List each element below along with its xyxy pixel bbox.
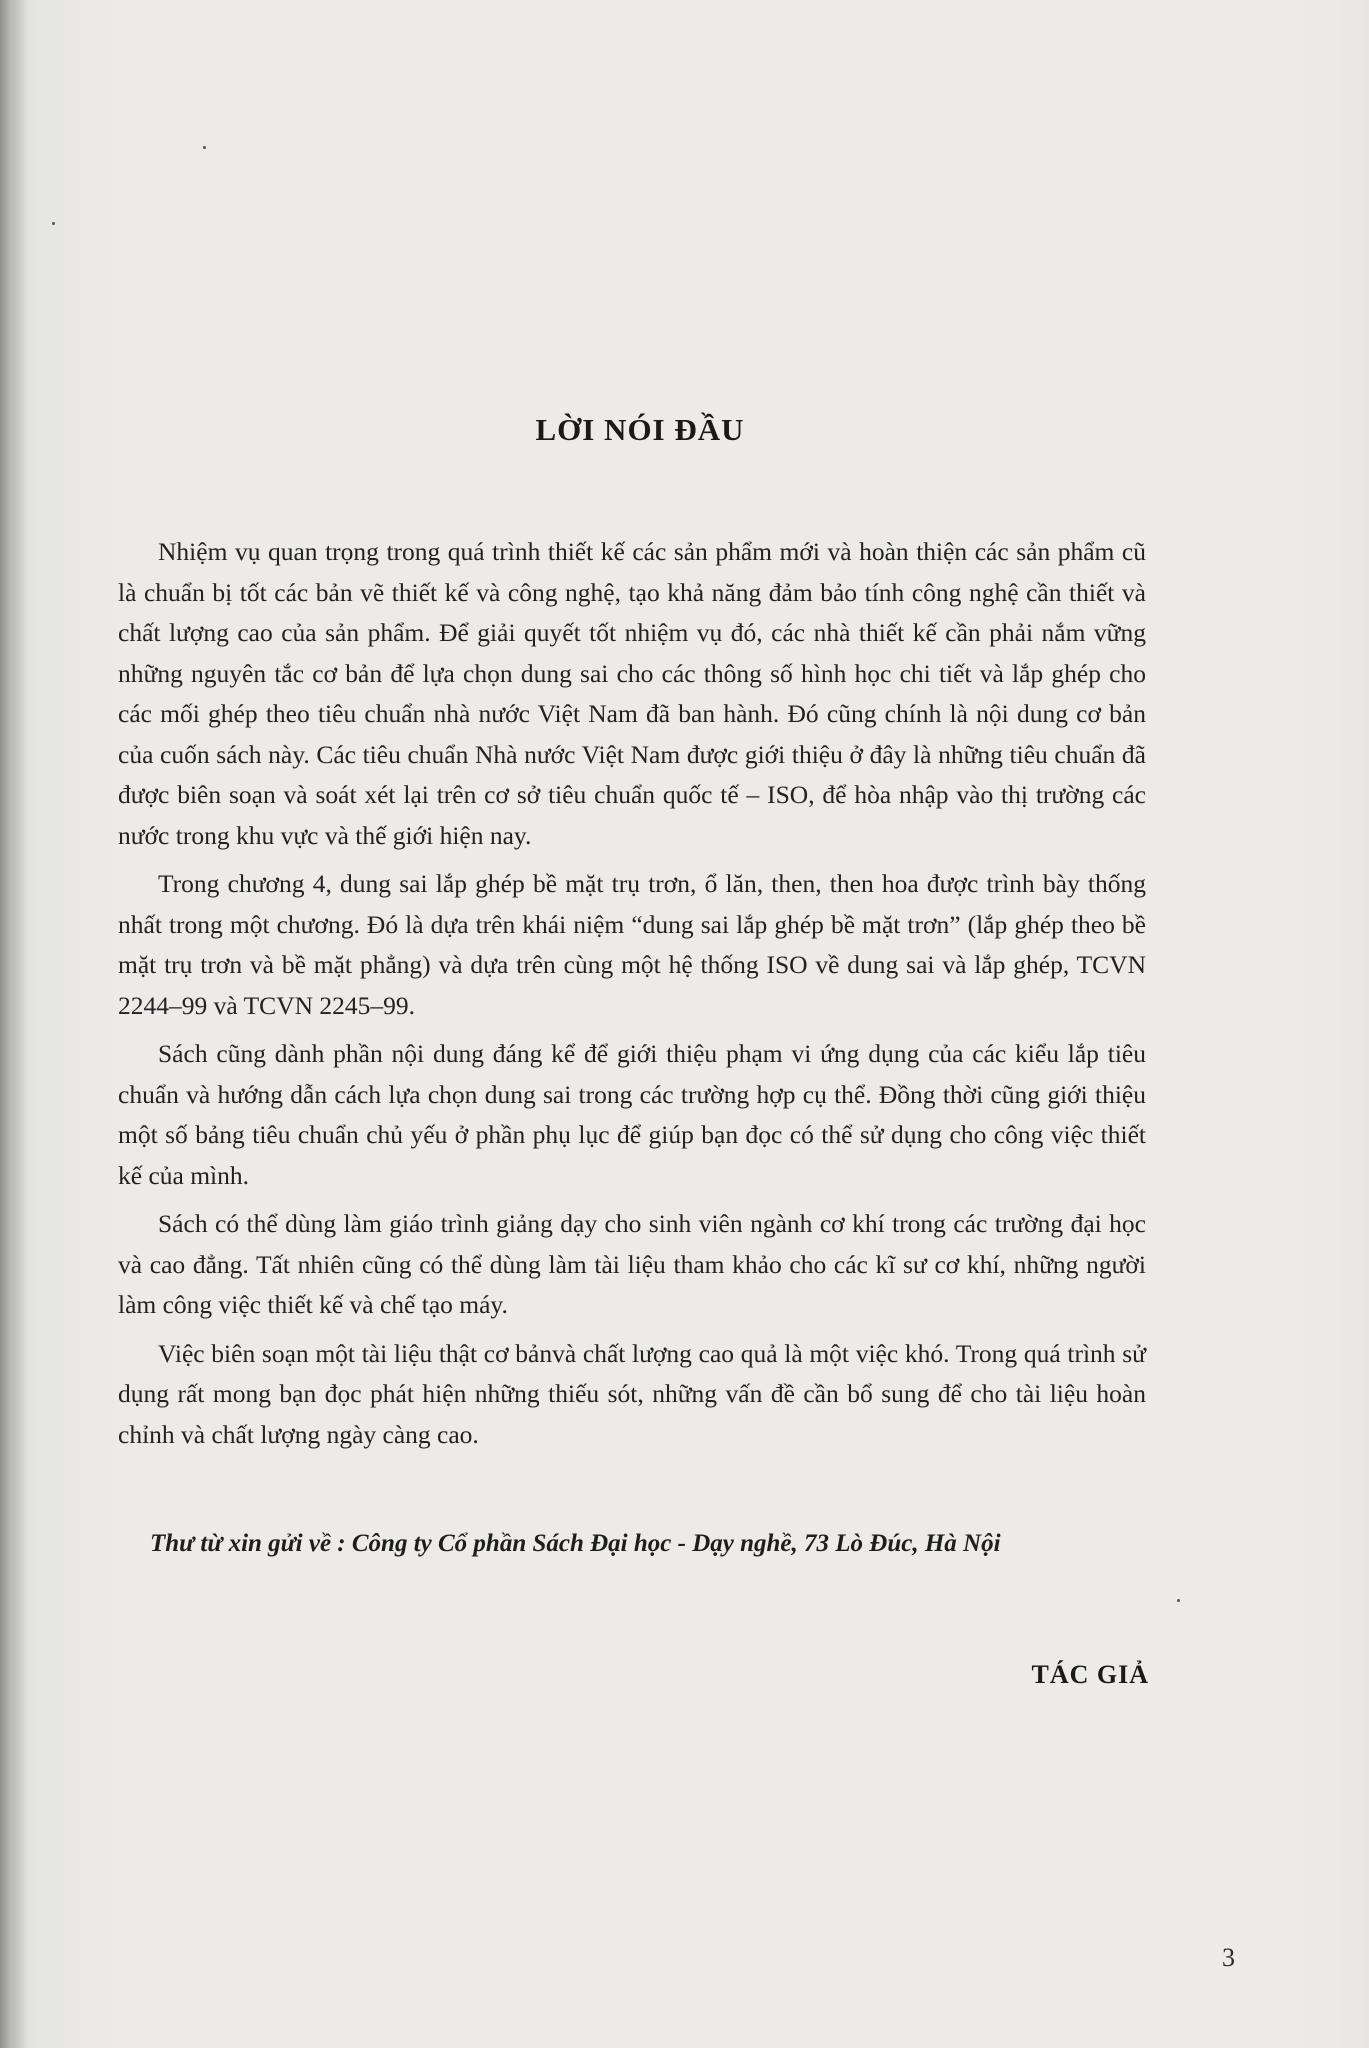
page-title: LỜI NÓI ĐẦU: [535, 412, 745, 447]
page-number: 3: [1222, 1943, 1235, 1972]
author-signature: TÁC GIẢ: [1031, 1660, 1149, 1689]
contact-address: Thư từ xin gửi về : Công ty Cổ phần Sách Đại học - Dạy nghề, 73 Lò Đúc, Hà Nội: [150, 1530, 1001, 1557]
paragraph-1: Nhiệm vụ quan trọng trong quá trình thiết kế các sản phẩm mới và hoàn thiện các sản phẩm cũ là chuẩn bị tốt các bản vẽ thiết kế và công nghệ, tạo khả năng đảm bảo tính công nghệ cần thiết và chất lượng cao của sản phẩm. Để giải quyết tốt nhiệm vụ đó, các nhà thiết kế cần phải nắm vững những nguyên tắc cơ bản để lựa chọn dung sai cho các thông số hình học chi tiết và lắp ghép cho các mối ghép theo tiêu chuẩn nhà nước Việt Nam đã ban hành. Đó cũng chính là nội dung cơ bản của cuốn sách này. Các tiêu chuẩn Nhà nước Việt Nam được giới thiệu ở đây là những tiêu chuẩn đã được biên soạn và soát xét lại trên cơ sở tiêu chuẩn quốc tế – ISO, để hòa nhập vào thị trường các nước trong khu vực và thế giới hiện nay.: [118, 537, 1146, 850]
paper-speck: [203, 146, 206, 149]
paragraph-4: Sách có thể dùng làm giáo trình giảng dạy cho sinh viên ngành cơ khí trong các trường đại học và cao đẳng. Tất nhiên cũng có thể dùng làm tài liệu tham khảo cho các kĩ sư cơ khí, những người làm công việc thiết kế và chế tạo máy.: [118, 1209, 1146, 1319]
paragraph-3: Sách cũng dành phần nội dung đáng kể để giới thiệu phạm vi ứng dụng của các kiểu lắp tiêu chuẩn và hướng dẫn cách lựa chọn dung sai trong các trường hợp cụ thể. Đồng thời cũng giới thiệu một số bảng tiêu chuẩn chủ yếu ở phần phụ lục để giúp bạn đọc có thể sử dụng cho công việc thiết kế của mình.: [118, 1039, 1146, 1190]
paper-speck: [52, 222, 55, 225]
paragraph-5: Việc biên soạn một tài liệu thật cơ bảnvà chất lượng cao quả là một việc khó. Trong quá trình sử dụng rất mong bạn đọc phát hiện những thiếu sót, những vấn đề cần bổ sung để cho tài liệu hoàn chỉnh và chất lượng ngày càng cao.: [118, 1338, 1146, 1449]
paper-speck: [1177, 1599, 1180, 1602]
book-spine-shadow: [0, 0, 28, 2048]
preface-body: [118, 532, 1146, 1463]
paragraph-2: Trong chương 4, dung sai lắp ghép bề mặt trụ trơn, ổ lăn, then, then hoa được trình bày thống nhất trong một chương. Đó là dựa trên khái niệm “dung sai lắp ghép bề mặt trơn” (lắp ghép theo bề mặt trụ trơn và bề mặt phẳng) và dựa trên cùng một hệ thống ISO về dung sai và lắp ghép, TCVN 2244–99 và TCVN 2245–99.: [118, 869, 1146, 1020]
